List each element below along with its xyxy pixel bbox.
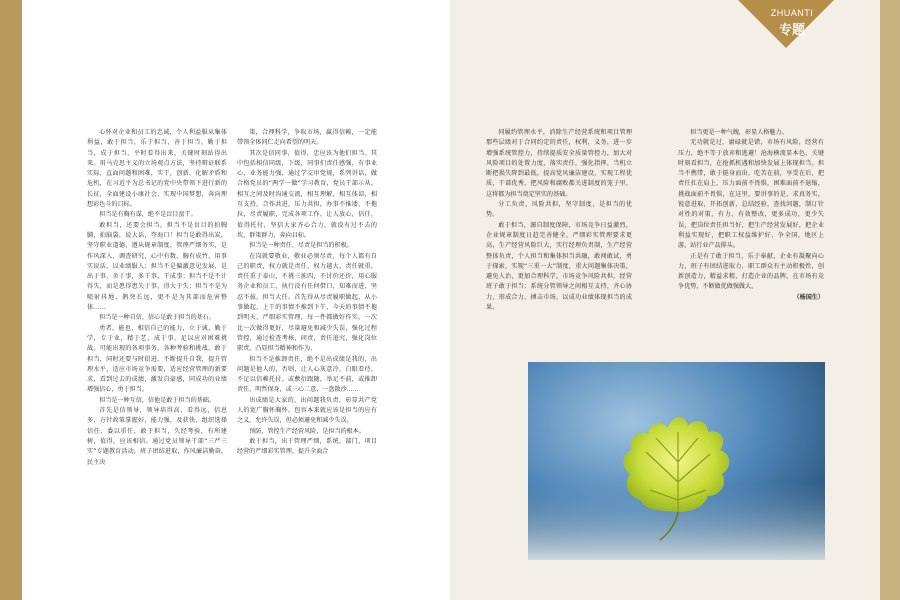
paragraph: 其次是信同事，值得，忠应该为他们担当。其中包括相信同级，下级，同事们责任感强，有事业心，业务能力强，通过学交审党规，系列讲话，做合格党员的“两学一做”学习教育，党员干部示从，相互之间及时沟通交流，相互理解，相互体谅，相互支持，合作共进，压力共担，办事不推诿，不拖拉，尽责履职，完成各项工作，让人放心，信任，值得托付，坚信大家齐心合力，就没有过不去的坎，群策群力，奔向目标。 [237, 149, 377, 239]
paragraph: 预防，管控生产经营风险，是担当的根本。 [249, 427, 365, 435]
paragraph: 担当更是一种气魄，彰显人格魅力。 [690, 129, 788, 136]
left-gold-bar [0, 0, 22, 600]
paragraph: 心怀对企业和员工的忠诚，个人利益服从集体利益，敢于担当，乐于担当，善于担当，勤于担当，成于担当，平时看得出来，关键时刻站得出来。用马克思主义的立场观点方法，坚持辩证联系实际，直面问题和困难，实干，创新，化解矛盾和危机，在习近平为总书记的党中央带领下进行新的长征，全面建设小康社会，实现中国梦想，奔向理想彩色斗的目标。 [87, 129, 227, 209]
author-signature: （杨国生） [793, 293, 824, 301]
paragraph: 敢于担当，出于管理严细，系统，部门，项目经营的严细彩实管理，提升全面合 [237, 437, 377, 456]
paragraph: 担当是一种互信，信他是敢于担当的基础。 [99, 396, 215, 404]
banner-en-label: ZHUANTI [770, 8, 814, 18]
paragraph: 出成绩是大家的，出问题我负责，彰显共产党人的宽广胸怀胸怀，包容本来就应该是担当的应有之义，允许失误，但必须避免和减少失误。 [237, 396, 377, 425]
leaf-photo [528, 362, 825, 560]
paragraph: 敢于担当，源自制度保障，市场竞争日益激烈，企业规章制度日趋完善健全，严细彩实管理要求更高，生产经营风险巨大，实行经理负责制，生产经营整体负责，个人担当和集体担当共融，敢闯敢试，勇于探索，实现“三重一大”制度，重大问题集体决策，避免人治，更加合理科学，市场竞争风险共担，经营班子敢于担当；系统分管领导之间相互支持，齐心协力，形成合力，搏击市场，以成功业绩体现担当的成果。 [486, 221, 632, 312]
text-column-3 [486, 128, 632, 348]
right-gold-bar [880, 0, 900, 600]
paragraph: 在岗就要敬业，敬业必须尽责，每个人都有自己的职责，权力就是责任，权力越大，责任就重，责任重于泰山，不挑三拣四，不讨价还价，用心服务企业和员工，执行没有任何借口，知难而进，坚忍不拔，担当大任。首先得从尽责履职做起，从小事做起，上干的事情不推到下午，今天的事情不拖到明天，严细彩实管理，每一件都做好作实。一次比一次做得更好，尽量避免和减少失误，强化过程管控，通过检查考核，问责，责任追究，强化岗位职责，凸显担当精神和作为。 [237, 252, 377, 353]
text-column-1 [87, 128, 227, 593]
text-column-2 [237, 128, 377, 528]
paragraph: 策，合理科学，争取市场，赢得信赖，一定能带领全体同仁走向希望的明天。 [237, 129, 377, 147]
paragraph: 担当不是推卸责任，绝不是出成绩是我的，出问题是他人的，否则，让人心灰意冷，白眼看待，不足以信赖托付。或敷衍跟随，举足不前，或推卸责任，明哲保身，或三心二意，一盘散沙…… [237, 355, 377, 394]
paragraph: 勇者，能也，相信自己的能力，立于诚，勤于学，专于业，精于艺，成于事，足以应对困难挑战。可能出现的各项事务，各种考验和挑战，敢于担当，同时还要与时俱进，不断提升自我，提升管理水平，适应市场竞争需要，适应经营管理的新要求，看到过去的成绩，激发自豪感，同成功的业绩增强信心，勇于担当。 [87, 324, 227, 394]
paragraph: 担当是一种自信，信心是敢于担当的基石。 [99, 314, 215, 322]
paragraph: 敢担当，还要会担当。担当不是盲目的拍胸脯，拍脑袋，说大话，夸海口！担当是敢得出炭，坚守职业道德，遵从规章制度，管理严细务实，是作风深入，调查研究，心中有数，胸有成竹，用事实说话，以业绩服人；担当不是偏激意见发展，是出于事，舍于事，多干事，干成事；担当不是不计得失，而是患得患失于事，得大于失；担当不是为喷射抖地，鹊突长远，更不是为其部而危害整体…… [87, 221, 227, 312]
paragraph: 担当是一种责任，尽责是担当的积极。 [249, 242, 353, 250]
paragraph: 首先是信领导，领导培得高，看得远，信息多，方针政策掌握好，能力强，及获快，组织选择信任，委以重任，敢于担当，久经考验，有所建树，值得，应该相信。通过党员领导干部“三严三实”专题教育活动，班子团结进取，作风廉洁勤奋，民主决 [87, 407, 227, 466]
paragraph: 正是有了敢于担当，乐于奉献，企业有凝聚向心力，班子有团结进取力，职工群众有主动积极性，创新创造力，精益求精，打造企业的品牌，在市场有竞争优势，不断做优做强做大。 [678, 252, 824, 291]
paragraph: 分工负责，风险共担，坚守制度，是担当的优势。 [486, 201, 632, 219]
text-column-4 [678, 128, 824, 358]
banner-cn-label: 专题 [778, 23, 805, 38]
paragraph: 担当是有胸有谋，绝不是盲目蛮干。 [99, 211, 197, 219]
paragraph: 无功就是过，庸碌就是错，市场有风险，经营有压力，绝不等于放弃和逃避！沧海横流显本色，关键时刻看担当，在抢抓机遇和加快发展上体现担当。担当不携带，敢于挺身而出，吃苦在前，享受在后，把责任扛在肩上，压力面前不畏惧，困难面前不退缩，挑战面前不畏惧，在这里，要讲事的是，求真务实，锐意进取，开拓创新，总结经验，查找问题，制订针对性的对策，有力，有效整改，更多成功，更少失误，把岗位责任担当好，把生产经营发展好，把企业利益实现好，把职工权益维护好，争全国，地区上游，站行业产品排头。 [678, 139, 824, 250]
paragraph: 同履约管理水平，消除生产经营系统和项目管理那些层级对于合同约定的责任，权利，义务，进一步增强系统管控力，持续提质安全质量管控力，加大对风险项目的处置力度，落实责任，强化指挥，当机立断把损失降到最低，提高党风廉洁建设，实现工程优质，干部优秀，把风险和腐败都关进制度的笼子里，这将都为担当奠定坚实的基础。 [486, 129, 632, 198]
